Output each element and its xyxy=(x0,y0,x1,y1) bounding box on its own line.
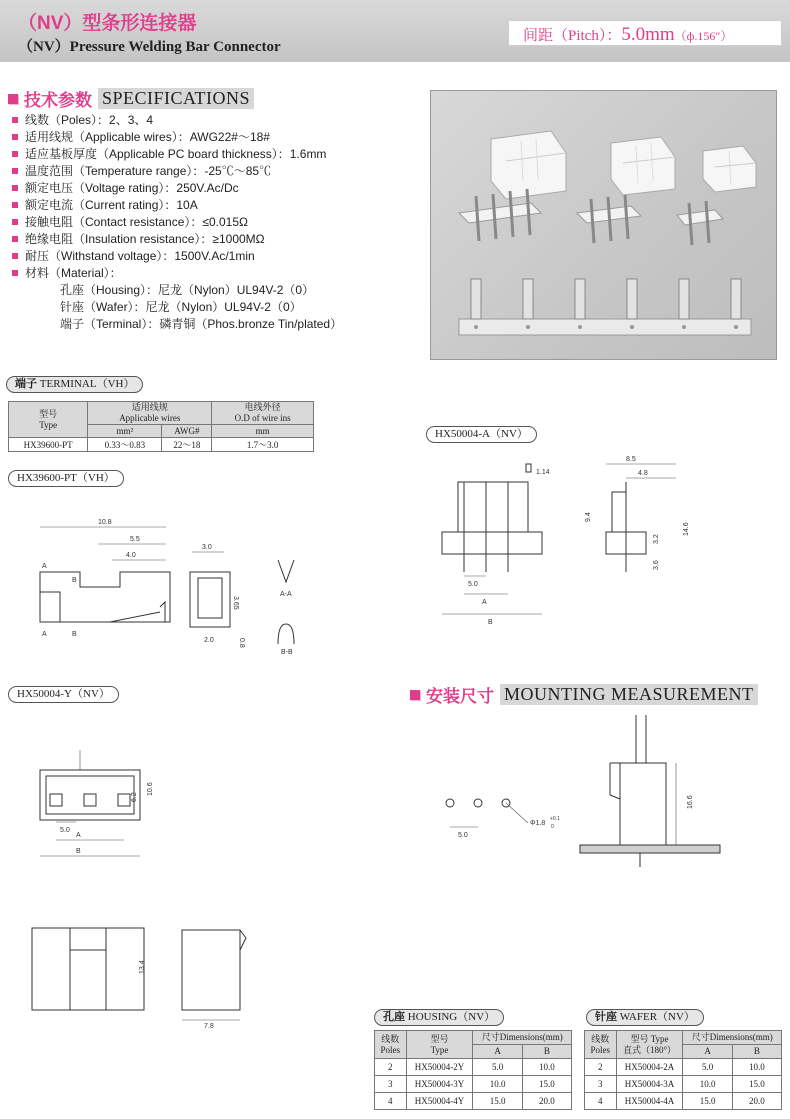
spec-item: 接触电阻（Contact resistance）：≤0.015Ω xyxy=(10,214,410,231)
svg-text:16.6: 16.6 xyxy=(687,795,694,809)
svg-text:2.0: 2.0 xyxy=(204,637,214,644)
table-header-awg: AWG# xyxy=(162,425,212,438)
svg-text:0.8: 0.8 xyxy=(238,638,245,648)
wafer-4pin-shape xyxy=(459,189,541,241)
bullet-icon xyxy=(12,151,18,157)
svg-text:7.8: 7.8 xyxy=(204,1023,214,1030)
table-row: 2 HX50004-2A 5.0 10.0 xyxy=(585,1059,782,1076)
table-header-od: 电线外径 O.D of wire ins xyxy=(212,402,314,425)
pitch-inch: （ф.156"） xyxy=(674,29,733,43)
mounting-drawing xyxy=(430,715,730,875)
spec-item: 材料（Material）： xyxy=(10,265,410,282)
svg-text:10.6: 10.6 xyxy=(147,782,154,796)
table-header-dimensions: 尺寸Dimensions(mm) xyxy=(683,1031,782,1045)
housing-table-label: 孔座 HOUSING（NV） xyxy=(374,1009,504,1026)
housing-4pin-shape xyxy=(491,131,566,199)
wafer-2pin-shape xyxy=(677,201,723,245)
bullet-icon xyxy=(12,236,18,242)
wafer-table-label: 针座 WAFER（NV） xyxy=(586,1009,704,1026)
table-header-wires: 适用线规 Applicable wires xyxy=(88,402,212,425)
svg-text:5.5: 5.5 xyxy=(130,536,140,543)
spec-item: 绝缘电阻（Insulation resistance）：≥1000MΩ xyxy=(10,231,410,248)
bullet-icon xyxy=(12,117,18,123)
wafer-table xyxy=(584,1030,782,1110)
table-header-mm: mm xyxy=(212,425,314,438)
svg-text:Φ1.8: Φ1.8 xyxy=(530,820,546,827)
spec-item: 温度范围（Temperature range）：-25℃～85℃ xyxy=(10,163,410,180)
material-item: 针座（Wafer）：尼龙（Nylon）UL94V-2（0） xyxy=(60,300,302,314)
table-row: 4 HX50004-4Y 15.0 20.0 xyxy=(375,1093,572,1110)
table-header-a: A xyxy=(683,1045,732,1059)
spec-item: 线数（Poles）：2、3、4 xyxy=(10,112,410,129)
wafer-drawing xyxy=(430,452,700,632)
svg-text:4.8: 4.8 xyxy=(638,470,648,477)
table-header-type: 型号 Type xyxy=(9,402,88,438)
table-row: 3 HX50004-3A 10.0 15.0 xyxy=(585,1076,782,1093)
specifications-heading-en: SPECIFICATIONS xyxy=(98,88,254,109)
specifications-heading-cn: 技术参数 xyxy=(24,91,92,110)
table-row: 3 HX50004-3Y 10.0 15.0 xyxy=(375,1076,572,1093)
svg-text:5.0: 5.0 xyxy=(458,832,468,839)
svg-text:3.6: 3.6 xyxy=(653,560,660,570)
table-header-type: 型号 Type xyxy=(406,1031,473,1059)
table-row: 4 HX50004-4A 15.0 20.0 xyxy=(585,1093,782,1110)
table-row: 2 HX50004-2Y 5.0 10.0 xyxy=(375,1059,572,1076)
svg-text:B-B: B-B xyxy=(281,649,293,656)
bullet-icon xyxy=(12,253,18,259)
housing-2pin-shape xyxy=(703,146,756,192)
table-header-b: B xyxy=(732,1045,781,1059)
pitch-label: 间距（Pitch）： xyxy=(523,28,622,44)
terminal-table xyxy=(8,401,314,452)
table-header-a: A xyxy=(473,1045,522,1059)
svg-text:B: B xyxy=(72,631,77,638)
pitch-box xyxy=(508,20,782,46)
material-item: 孔座（Housing）：尼龙（Nylon）UL94V-2（0） xyxy=(60,283,315,297)
table-header-type: 型号 Type 直式（180°） xyxy=(616,1031,683,1059)
material-item: 端子（Terminal）：磷青铜（Phos.bronze Tin/plated） xyxy=(60,317,343,331)
wafer-3pin-shape xyxy=(577,195,641,243)
spec-item: 适应基板厚度（Applicable PC board thickness）：1.6mm xyxy=(10,146,410,163)
specifications-heading xyxy=(8,86,254,111)
bullet-icon xyxy=(12,219,18,225)
svg-text:3.2: 3.2 xyxy=(653,534,660,544)
table-header-mm2: mm² xyxy=(88,425,162,438)
terminal-drawing-label: HX39600-PT（VH） xyxy=(8,470,124,487)
svg-text:A: A xyxy=(42,631,47,638)
table-header-b: B xyxy=(522,1045,571,1059)
bullet-icon xyxy=(12,270,18,276)
housing-front-side-drawing xyxy=(20,920,260,1040)
svg-text:5.0: 5.0 xyxy=(60,827,70,834)
terminal-drawing xyxy=(20,512,320,662)
square-bullet-icon xyxy=(410,690,420,700)
wafer-drawing-label: HX50004-A（NV） xyxy=(426,426,537,443)
svg-text:0: 0 xyxy=(551,824,554,830)
bullet-icon xyxy=(12,168,18,174)
housing-3pin-shape xyxy=(611,137,675,195)
pitch-value: 5.0mm xyxy=(621,24,675,45)
title-english: （NV）Pressure Welding Bar Connector xyxy=(18,39,281,55)
svg-text:5.0: 5.0 xyxy=(468,581,478,588)
table-row: HX39600-PT 0.33～0.83 22～18 1.7～3.0 xyxy=(9,438,314,452)
svg-text:3.0: 3.0 xyxy=(202,544,212,551)
table-header-poles: 线数 Poles xyxy=(585,1031,617,1059)
housing-drawing-label: HX50004-Y（NV） xyxy=(8,686,119,703)
housing-table xyxy=(374,1030,572,1110)
bullet-icon xyxy=(12,202,18,208)
svg-text:1.14: 1.14 xyxy=(536,469,550,476)
terminal-label: 端子 TERMINAL（VH） xyxy=(6,376,143,393)
svg-text:A-A: A-A xyxy=(280,591,292,598)
product-photo xyxy=(430,90,777,360)
svg-text:+0.1: +0.1 xyxy=(550,816,560,822)
title-chinese: （NV）型条形连接器 xyxy=(18,13,197,34)
table-header-poles: 线数 Poles xyxy=(375,1031,407,1059)
svg-text:14.6: 14.6 xyxy=(683,522,690,536)
spec-list xyxy=(10,112,410,333)
bullet-icon xyxy=(12,134,18,140)
spec-item: 额定电流（Current rating）：10A xyxy=(10,197,410,214)
product-photo-illustration xyxy=(431,91,778,361)
svg-text:B: B xyxy=(488,619,493,626)
svg-text:B: B xyxy=(72,577,77,584)
svg-text:B: B xyxy=(76,848,81,855)
svg-text:A: A xyxy=(482,599,487,606)
spec-item: 额定电压（Voltage rating）：250V.Ac/Dc xyxy=(10,180,410,197)
svg-text:8.5: 8.5 xyxy=(626,456,636,463)
mounting-heading-en: MOUNTING MEASUREMENT xyxy=(500,684,758,705)
svg-text:10.8: 10.8 xyxy=(98,519,112,526)
svg-text:4.0: 4.0 xyxy=(126,552,136,559)
bullet-icon xyxy=(12,185,18,191)
table-header-dimensions: 尺寸Dimensions(mm) xyxy=(473,1031,572,1045)
svg-text:6.2: 6.2 xyxy=(131,792,138,802)
spec-item: 适用线规（Applicable wires）：AWG22#～18# xyxy=(10,129,410,146)
svg-text:9.4: 9.4 xyxy=(585,512,592,522)
svg-text:A: A xyxy=(42,563,47,570)
housing-drawing xyxy=(20,740,170,870)
svg-text:A: A xyxy=(76,832,81,839)
svg-text:3.65: 3.65 xyxy=(232,596,239,610)
spec-item: 耐压（Withstand voltage）：1500V.Ac/1min xyxy=(10,248,410,265)
terminal-strip-shape xyxy=(459,279,751,335)
square-bullet-icon xyxy=(8,94,18,104)
mounting-heading-cn: 安装尺寸 xyxy=(426,687,494,706)
svg-text:13.4: 13.4 xyxy=(139,960,146,974)
mounting-heading xyxy=(410,682,758,707)
